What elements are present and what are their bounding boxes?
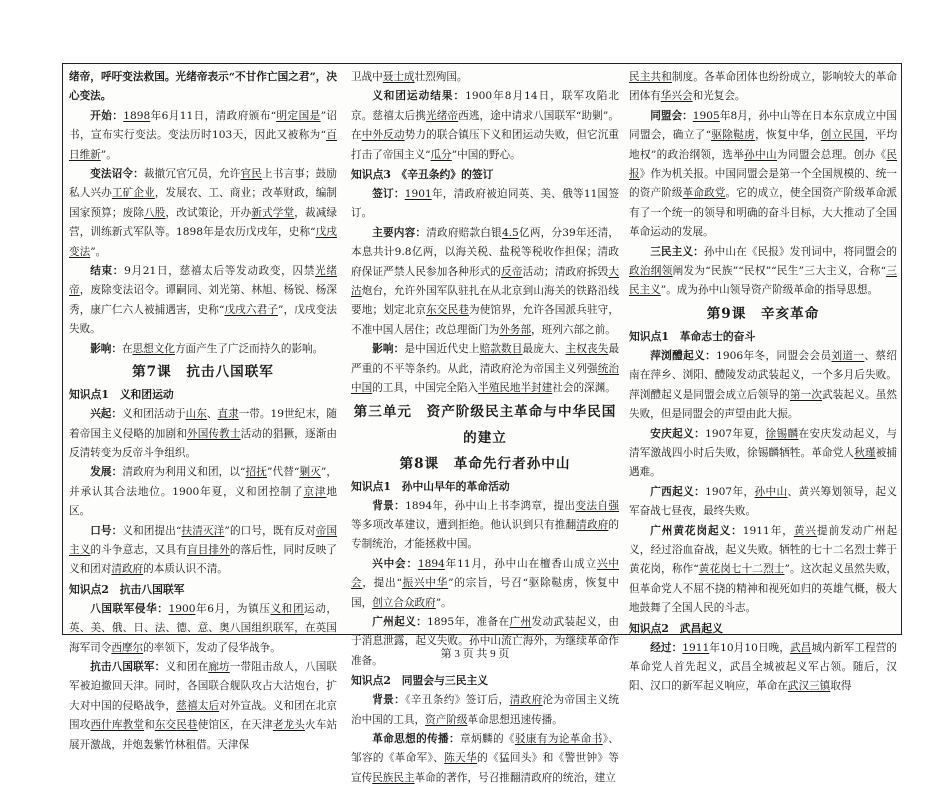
underlined-term: 西什库教堂 — [90, 719, 145, 732]
underlined-term: 山东 — [185, 408, 207, 421]
text-run: 第三单元 资产阶级民主革命与中华民国的建立 — [353, 403, 617, 446]
underlined-term: 武昌 — [790, 641, 812, 654]
underlined-term: 民主共和 — [629, 71, 672, 83]
text-run: 对外宣战。义和团在北京围攻 — [69, 699, 338, 732]
text-run: 一带。19世纪末，随着帝国主义侵略的加剧和 — [69, 408, 338, 440]
underlined-term: 1911 — [682, 641, 710, 654]
text-run: 》作为机关报。中国同盟会是第一个全国规模的、统一的资产阶级 — [629, 168, 898, 200]
bold-term: 义和团运动结果： — [372, 90, 466, 103]
text-run: 最严重的不平等条约。从此，清政府沦为帝国主义列强 — [351, 343, 620, 375]
text-run: ”。这次起义虽然失败，但革命党人不屈不挠的精神和视死如归的英雄气概，极大地鼓舞了全国人民的斗志。 — [629, 563, 897, 615]
underlined-term: 廊坊 — [208, 660, 230, 673]
text-run: 第8课 革命先行者孙中山 — [399, 455, 571, 472]
knowledge-point-heading — [69, 385, 337, 405]
paragraph — [351, 87, 619, 165]
text-run: 发动武装起义，由于消息泄露，起义失败。孙中山流亡海外，为继续革命作准备。 — [351, 615, 620, 667]
text-run: 1900年8月14日，联军攻陷北京。慈禧太后携 — [351, 90, 620, 122]
underlined-term: 半殖民地半封建 — [478, 382, 553, 395]
text-run: 最庞大、 — [522, 343, 566, 356]
underlined-term: 东交民巷 — [154, 719, 198, 732]
text-run: 武装起义。虽然失败，但是同盟会的声望由此大振。 — [629, 388, 898, 421]
text-run: 9月21日，慈禧太后等发动政变，囚禁 — [124, 265, 316, 278]
paragraph — [69, 463, 337, 521]
page-footer: 第 3 页 共 9 页 — [440, 648, 510, 660]
text-run: 、 — [206, 408, 218, 421]
underlined-term: 变法自强 — [575, 499, 620, 512]
paragraph — [69, 262, 337, 340]
underlined-term: 反帝 — [501, 265, 523, 278]
underlined-term: 工矿企业 — [111, 187, 155, 200]
text-run: 义和团在 — [165, 660, 209, 673]
text-run: 炮台，允许外国军队驻扎在从北京到山海关的铁路沿线要地；划定北京 — [351, 285, 620, 317]
underlined-term: 光绪帝 — [425, 109, 459, 122]
text-run: 年6月，为镇压 — [195, 602, 271, 615]
text-run: 1907年， — [705, 485, 755, 498]
text-run: 1895年，准备在 — [427, 615, 510, 628]
text-run: 一带阻击敌人，八国联军被迫撤回天津。同时，各国联合舰队攻占大沽炮台，扩大对中国的侵略战争， — [69, 660, 338, 712]
text-run: 方面产生了广泛而持久的影响。 — [174, 342, 324, 355]
underlined-term: 聂士成 — [382, 71, 415, 83]
knowledge-point-heading — [629, 619, 897, 639]
text-run: 阐发为“民族”“民权”“民生”三大主义，合称“ — [672, 265, 887, 278]
text-run: 的本质认识不清。 — [143, 563, 228, 576]
paragraph — [69, 405, 337, 463]
underlined-term: 西摩尔 — [111, 641, 144, 654]
underlined-term: 清政府 — [111, 563, 144, 576]
text-run: 1906年冬，同盟会会员 — [716, 349, 832, 362]
underlined-term: 慈禧太后 — [176, 699, 220, 712]
bold-term: 变法诏令： — [90, 168, 144, 181]
text-run: 知识点3 《辛丑条约》的签订 — [351, 168, 494, 182]
column-left — [69, 68, 338, 751]
underlined-term: 1901 — [404, 188, 432, 201]
paragraph — [69, 107, 337, 165]
underlined-term: 义和团 — [270, 602, 305, 615]
text-run: 清政府赔款白银 — [426, 226, 502, 239]
text-run: 第7课 抗击八国联军 — [132, 364, 274, 381]
paragraph — [629, 425, 897, 483]
text-run: 知识点1 义和团运动 — [69, 388, 174, 402]
knowledge-point-heading — [351, 671, 619, 691]
underlined-term: 帝国主义 — [69, 524, 338, 556]
knowledge-point-heading — [351, 165, 619, 185]
underlined-term: 中外反动 — [361, 129, 405, 142]
underlined-term: 1905 — [692, 109, 720, 122]
bold-term: 兴起： — [90, 408, 123, 421]
text-run: 在 — [121, 342, 133, 355]
bold-term: 签订： — [372, 188, 405, 201]
underlined-term: 革命政党 — [682, 187, 726, 200]
text-run: 知识点2 抗击八国联军 — [69, 582, 185, 596]
text-run: 年，清政府被迫同英、美、俄等11国签订。 — [351, 188, 619, 220]
text-run: 运动，英、美、俄、日、法、德、意、奥八国组织联军，在英国海军司令 — [69, 602, 338, 654]
text-run: 革命思想迅速传播。 — [467, 713, 563, 726]
text-run: ，提出“ — [362, 577, 402, 590]
paragraph — [629, 347, 897, 425]
underlined-term: 清政府 — [576, 518, 609, 531]
underlined-term: 招抚 — [245, 466, 268, 479]
text-run: 革命的著作，号召推翻清政府的统治，建立 — [414, 771, 616, 784]
paragraph — [69, 522, 337, 580]
underlined-term: 秋瑾 — [854, 446, 876, 459]
text-run: 。它的成立，使全国资产阶级革命派有了一个统一的领导和明确的奋斗目标，大大推动了全国革命运动的发展。 — [629, 187, 898, 239]
text-run: 和光复会。 — [692, 90, 746, 103]
paragraph — [69, 658, 337, 755]
underlined-term: 剿灭 — [299, 466, 321, 479]
paragraph — [629, 522, 897, 619]
paragraph — [351, 497, 619, 555]
underlined-term: 振兴中华 — [401, 577, 449, 590]
bold-term: 发展： — [90, 466, 123, 479]
text-run: 卫战中 — [351, 71, 383, 83]
underlined-term: 孙中山 — [744, 148, 777, 161]
text-run: 年10月10日晚， — [709, 641, 791, 654]
underlined-term: 扶清灭洋 — [181, 524, 225, 537]
text-run: 第9课 辛亥革命 — [706, 305, 820, 322]
underlined-term: 1898 — [123, 109, 151, 122]
text-run: 沦为帝国主义统治中国的工具， — [351, 694, 620, 726]
text-run: ”。 — [435, 596, 452, 609]
text-run: 社会的深渊。 — [552, 382, 616, 395]
text-run: 义和团提出“ — [122, 524, 182, 537]
text-run: 1907年夏， — [705, 427, 766, 440]
text-run: 清政府为利用义和团，以“ — [122, 466, 246, 479]
paragraph — [351, 340, 619, 398]
underlined-term: 瓜分 — [430, 148, 452, 161]
paragraph — [69, 165, 337, 262]
underlined-term: 驱除鞑虏 — [711, 129, 756, 142]
paragraph — [351, 613, 619, 671]
bold-term: 口号： — [90, 524, 123, 537]
underlined-term: 徐锡麟 — [765, 427, 799, 440]
text-run: 壮烈殉国。 — [414, 71, 468, 83]
text-run: ，裁减绿营，训练新式军队等。1898年是农历戊戌年，史称“ — [69, 206, 338, 239]
text-run: 的斗争意志，又具有 — [90, 543, 187, 556]
text-run: 1911年， — [742, 524, 794, 537]
underlined-term: 1894 — [417, 557, 445, 570]
knowledge-point-heading — [629, 327, 897, 347]
underlined-term: 驳康有为论革命书 — [514, 732, 603, 745]
underlined-term: 政治纲领 — [629, 265, 673, 278]
knowledge-point-heading — [351, 477, 619, 497]
text-run: ”，戊戌变法失败。 — [69, 303, 337, 336]
underlined-term: 三民主义 — [629, 265, 897, 297]
underlined-term: 光绪帝 — [69, 265, 337, 297]
text-run: 取得 — [830, 680, 852, 693]
text-run: 为使馆界，允许各国派兵驻守，不准中国人居住；改总理衙门为 — [351, 304, 620, 336]
text-run: 在安庆发动起义，与清军激战四小时后失败，徐锡麟牺牲。革命党人 — [629, 427, 898, 459]
bold-term: 广州黄花岗起义： — [650, 524, 743, 537]
text-run: 裁撤冗官冗员，允许 — [143, 168, 241, 181]
underlined-term: 东交民巷 — [426, 304, 469, 317]
underlined-term: 民族民主 — [372, 771, 415, 784]
underlined-term: 老龙头 — [272, 719, 305, 732]
underlined-term: 统治中国 — [351, 362, 620, 395]
lesson-heading — [351, 451, 619, 477]
bold-term: 三民主义： — [650, 245, 704, 258]
text-run: 的专制统治，才能拯救中国。 — [351, 518, 620, 551]
text-run: 》、邹容的《革命军》、 — [351, 732, 620, 765]
text-run: 和 — [144, 719, 155, 732]
text-run: 《辛丑条约》签订后， — [405, 694, 510, 707]
paragraph — [69, 340, 337, 359]
bold-term: 抗击八国联军： — [90, 660, 166, 673]
underlined-term: 明定国是 — [276, 109, 321, 122]
bold-term: 兴中会： — [372, 557, 418, 570]
underlined-term: 黄花岗七十二烈士 — [698, 563, 785, 576]
paragraph — [629, 483, 897, 522]
underlined-term: 京津 — [303, 485, 327, 498]
bold-term: 广州起义： — [372, 615, 428, 628]
lesson-heading — [69, 359, 337, 385]
paragraph — [351, 224, 619, 340]
underlined-term: 百日维新 — [69, 129, 337, 161]
text-run: ”。 — [90, 245, 107, 258]
bold-term: 安庆起义： — [650, 427, 706, 440]
paragraph — [351, 730, 619, 788]
text-run: 年6月11日，清政府颁布“ — [150, 109, 277, 122]
text-run: ，发展农、工、商业；改革财政，编制国家预算；废除 — [69, 187, 338, 219]
paragraph — [629, 68, 897, 107]
bold-term: 影响： — [372, 343, 405, 356]
text-run: 1894年，孙中山上书李鸿章，提出 — [405, 499, 576, 512]
column-right — [629, 68, 898, 693]
text-run: 地区。 — [69, 485, 338, 518]
text-run: 、黄兴筹划领导，起义军奋战七昼夜，最终失败。 — [629, 485, 898, 518]
underlined-term: 民报 — [629, 148, 898, 181]
text-run: 火车站展开激战，并炮轰紫竹林租借。天津保 — [69, 719, 338, 751]
underlined-term: 1900 — [168, 602, 196, 615]
text-run: 的工具，中国完全陷入 — [372, 382, 479, 395]
bold-term: 绪帝，呼吁变法救国。光绪帝表示“不甘作亡国之君”，决心变法。 — [69, 71, 337, 103]
bold-term: 同盟会： — [650, 109, 693, 122]
bold-term: 萍浏醴起义： — [650, 349, 717, 362]
underlined-term: 刘道一 — [831, 349, 865, 362]
underlined-term: 清政府 — [509, 694, 543, 707]
text-run: ”中国的野心。 — [451, 148, 521, 161]
text-run: 使馆区，在天津 — [197, 719, 273, 732]
text-run: ”代替“ — [267, 466, 300, 479]
text-run: ，平均地权”的政治纲领，选举 — [629, 129, 898, 161]
paragraph — [351, 555, 619, 613]
text-run: ”。 — [100, 148, 117, 161]
bold-term: 主要内容： — [372, 226, 427, 239]
text-run: ，废除变法诏令。谭嗣同、刘光第、林旭、杨锐、杨深秀，康广仁六人被捕遇害，史称“ — [69, 284, 338, 316]
text-run: 西逃，途中请求八国联军“助剿”。在 — [351, 109, 620, 142]
underlined-term: 大沽 — [351, 265, 620, 298]
bold-term: 八国联军侵华： — [90, 602, 169, 615]
text-run: 上书言事；鼓励私人兴办 — [69, 168, 338, 200]
text-run: 章炳麟的《 — [460, 732, 515, 745]
underlined-term: 陈天华 — [444, 752, 478, 765]
text-run: 城内新军工程营的革命党人首先起义，武昌全城被起义军占领。随后，汉阳、汉口的新军起义响应，革命在 — [629, 641, 897, 693]
underlined-term: 赔款数目 — [479, 343, 523, 356]
underlined-term: 直隶 — [217, 408, 239, 421]
text-run: 、蔡绍南在萍乡、浏阳、醴陵发动武装起义，一个多月后失败。萍浏醴起义是同盟会成立后领导的 — [629, 349, 897, 401]
bold-term: 开始： — [90, 109, 124, 122]
bold-term: 经过： — [650, 641, 683, 654]
bold-term: 影响： — [90, 342, 122, 355]
underlined-term: 八股 — [144, 206, 166, 219]
text-run: ”。成为孙中山领导资产阶级革命的指导思想。 — [660, 284, 879, 297]
paragraph — [351, 68, 619, 87]
text-run: 为同盟会总理。创办《 — [777, 148, 887, 161]
bold-term: 背景： — [372, 499, 406, 512]
text-run: 活动；清政府拆毁 — [522, 265, 609, 278]
underlined-term: 创立合众政府 — [372, 596, 436, 609]
text-run: 义和团活动于 — [122, 408, 186, 421]
underlined-term: 创立民国 — [820, 129, 865, 142]
text-run: 提前发动广州起义，经过浴血奋战，起义失败。牺牲的七十二名烈士葬于黄花岗，称作“ — [629, 524, 898, 576]
underlined-term: 孙中山 — [754, 485, 788, 498]
text-run: 知识点1 孙中山早年的革命活动 — [351, 479, 510, 493]
text-run: 被捕遇难。 — [629, 446, 898, 479]
text-run: 是中国近代史上 — [404, 343, 480, 356]
underlined-term: 主权丧失 — [565, 343, 609, 356]
paragraph — [629, 243, 897, 301]
underlined-term: 官民 — [240, 168, 262, 181]
text-run: 知识点1 革命志士的奋斗 — [629, 329, 756, 343]
lesson-heading — [629, 301, 897, 327]
bold-term: 广西起义： — [650, 485, 706, 498]
bold-term: 结束： — [90, 265, 125, 278]
text-run: ”的宗旨，号召“驱除鞑虏，恢复中国， — [351, 577, 619, 609]
text-run: 的率领下，发动了侵华战争。 — [143, 641, 281, 654]
text-run: ，班列六部之前。 — [531, 323, 616, 336]
underlined-term: 广州 — [509, 615, 532, 628]
text-run: 亿两，分39年还清，本息共计9.8亿两，以海关税、盐税等税收作担保；清政府保证严禁人民参加各种形式的 — [351, 226, 619, 278]
knowledge-point-heading — [69, 580, 337, 600]
paragraph — [629, 107, 897, 243]
underlined-term: 华兴会 — [660, 90, 693, 103]
underlined-term: 兴中会 — [351, 557, 620, 590]
underlined-term: 新式学堂 — [251, 206, 295, 219]
underlined-term: 资产阶级 — [425, 713, 468, 726]
text-run: 知识点2 武昌起义 — [629, 621, 723, 635]
text-run: 的《猛回头》和《警世钟》等宣传 — [351, 752, 620, 784]
underlined-term: 外国传教士 — [186, 427, 241, 440]
text-run: ”的口号，既有反对 — [224, 524, 316, 537]
text-run: 知识点2 同盟会与三民主义 — [351, 674, 489, 688]
text-run: ”，并承认其合法地位。1900年夏，义和团控制了 — [69, 466, 338, 498]
paragraph — [351, 691, 619, 730]
text-run: ，恢复中华， — [755, 129, 821, 142]
text-run: 势力的联合镇压下义和团运动失败，但它沉重打击了帝国主义“ — [351, 129, 620, 161]
underlined-term: 盲目排外 — [186, 543, 230, 556]
text-run: ，改试策论，开办 — [165, 206, 252, 219]
text-run: 的落后性，同时反映了义和团对 — [69, 543, 338, 576]
text-run: 孙中山在《民报》发刊词中，将同盟会的 — [703, 245, 897, 258]
underlined-term: 戊戌变法 — [69, 226, 338, 258]
bold-term: 革命思想的传播： — [372, 732, 461, 745]
underlined-term: 戊戌六君子 — [224, 303, 279, 316]
text-run: 活动的猖獗，逐渐由反清转变为反帝斗争组织。 — [69, 427, 338, 459]
text-run: ”诏书，宣布实行变法。变法历时103天，因此又被称为“ — [69, 109, 338, 142]
underlined-term: 思想文化 — [132, 342, 175, 355]
text-run: 年11月，孙中山在檀香山成立 — [444, 557, 597, 570]
underlined-term: 武汉三镇 — [787, 680, 831, 693]
underlined-term: 外务部 — [499, 323, 532, 336]
underlined-term: 黄兴 — [793, 524, 818, 537]
bold-term: 背景： — [372, 694, 406, 707]
underlined-term: 4.5 — [501, 226, 519, 239]
text-run: 制度。各革命团体也纷纷成立，影响较大的革命团体有 — [629, 71, 898, 103]
text-run: 年8月，孙中山等在日本东京成立中国同盟会，确立了“ — [629, 109, 897, 142]
paragraph — [351, 185, 619, 224]
paragraph — [69, 68, 337, 107]
lesson-heading — [351, 399, 619, 451]
text-run: 等多项改革建议，遭到拒绝。他认识到只有推翻 — [351, 518, 577, 531]
underlined-term: 第一次 — [789, 388, 823, 401]
